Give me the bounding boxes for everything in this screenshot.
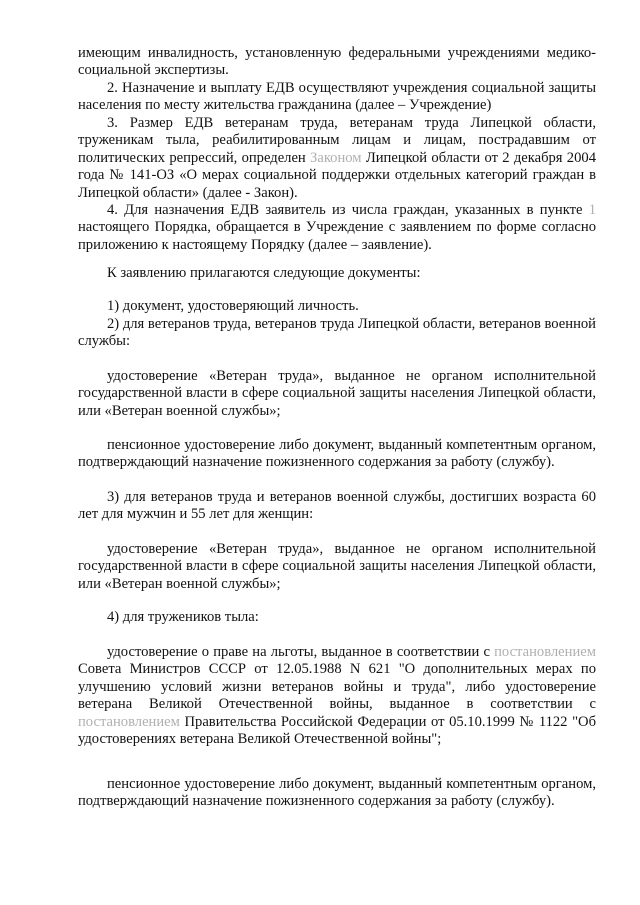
document-item-1: 1) документ, удостоверяющий личность. xyxy=(107,298,359,314)
home-front-certificate-paragraph xyxy=(78,644,596,748)
home-front-text-b: Совета Министров СССР от 12.05.1988 N 621 "О дополнительных мерах по улучшению условий жизни ветеранов войны и труда", либо удостоверение ветерана Великой Отечественной войны, выданное в соответствии с xyxy=(78,661,596,713)
pension-certificate-paragraph: пенсионное удостоверение либо документ, выданный компетентным органом, подтверждающий назначение пожизненного содержания за работу (службу). xyxy=(78,437,596,471)
document-item-2: 2) для ветеранов труда, ветеранов труда Липецкой области, ветеранов военной службы: xyxy=(78,316,596,350)
ussr-resolution-link[interactable]: постановлением xyxy=(494,644,596,660)
paragraph-item-3-text-b: Липецкой области от 2 декабря 2004 года № 141-ОЗ «О мерах социальной поддержки отдельных категорий граждан в Липецкой области» (далее - Закон). xyxy=(78,149,596,201)
paragraph-item-3-text-a: 3. Размер ЕДВ ветеранам труда, ветеранам труда Липецкой области, труженикам тыла, реабилитированным лицам и лицам, пострадавшим от политических репрессий, определен xyxy=(78,115,596,166)
home-front-text-a: удостоверение о праве на льготы, выданное в соответствии с xyxy=(107,644,495,660)
veteran-certificate-paragraph: удостоверение «Ветеран труда», выданное не органом исполнительной государственной власти в сфере социальной защиты населения Липецкой области, или «Ветеран военной службы»; xyxy=(78,368,596,419)
paragraph-item-4-text-b: настоящего Порядка, обращается в Учреждение с заявлением по форме согласно приложению к настоящему Порядку (далее – заявление). xyxy=(78,219,596,253)
veteran-certificate-paragraph-2: удостоверение «Ветеран труда», выданное не органом исполнительной государственной власти в сфере социальной защиты населения Липецкой области, или «Ветеран военной службы»; xyxy=(78,541,596,592)
paragraph-item-4 xyxy=(78,202,596,254)
law-reference-link[interactable]: Законом xyxy=(310,149,362,166)
pension-certificate-paragraph-2: пенсионное удостоверение либо документ, выданный компетентным органом, подтверждающий назначение пожизненного содержания за работу (службу). xyxy=(78,776,596,810)
document-item-4: 4) для тружеников тыла: xyxy=(107,609,259,625)
paragraph-item-2: 2. Назначение и выплату ЕДВ осуществляют учреждения социальной защиты населения по месту жительства гражданина (далее – Учреждение) xyxy=(78,80,596,114)
documents-heading: К заявлению прилагаются следующие документы: xyxy=(107,265,421,281)
rf-resolution-link[interactable]: постановлением xyxy=(78,713,180,730)
home-front-text-c: Правительства Российской Федерации от 05.10.1999 № 1122 "Об удостоверениях ветерана Великой Отечественной войны"; xyxy=(78,713,596,748)
document-item-3: 3) для ветеранов труда и ветеранов военной службы, достигших возраста 60 лет для мужчин и 55 лет для женщин: xyxy=(78,489,596,523)
paragraph-item-4-text-a: 4. Для назначения ЕДВ заявитель из числа граждан, указанных в пункте xyxy=(107,202,589,218)
paragraph-continuation: имеющим инвалидность, установленную федеральными учреждениями медико-социальной экспертизы. xyxy=(78,45,596,79)
point-reference-link[interactable]: 1 xyxy=(588,202,596,218)
paragraph-item-3 xyxy=(78,115,596,202)
